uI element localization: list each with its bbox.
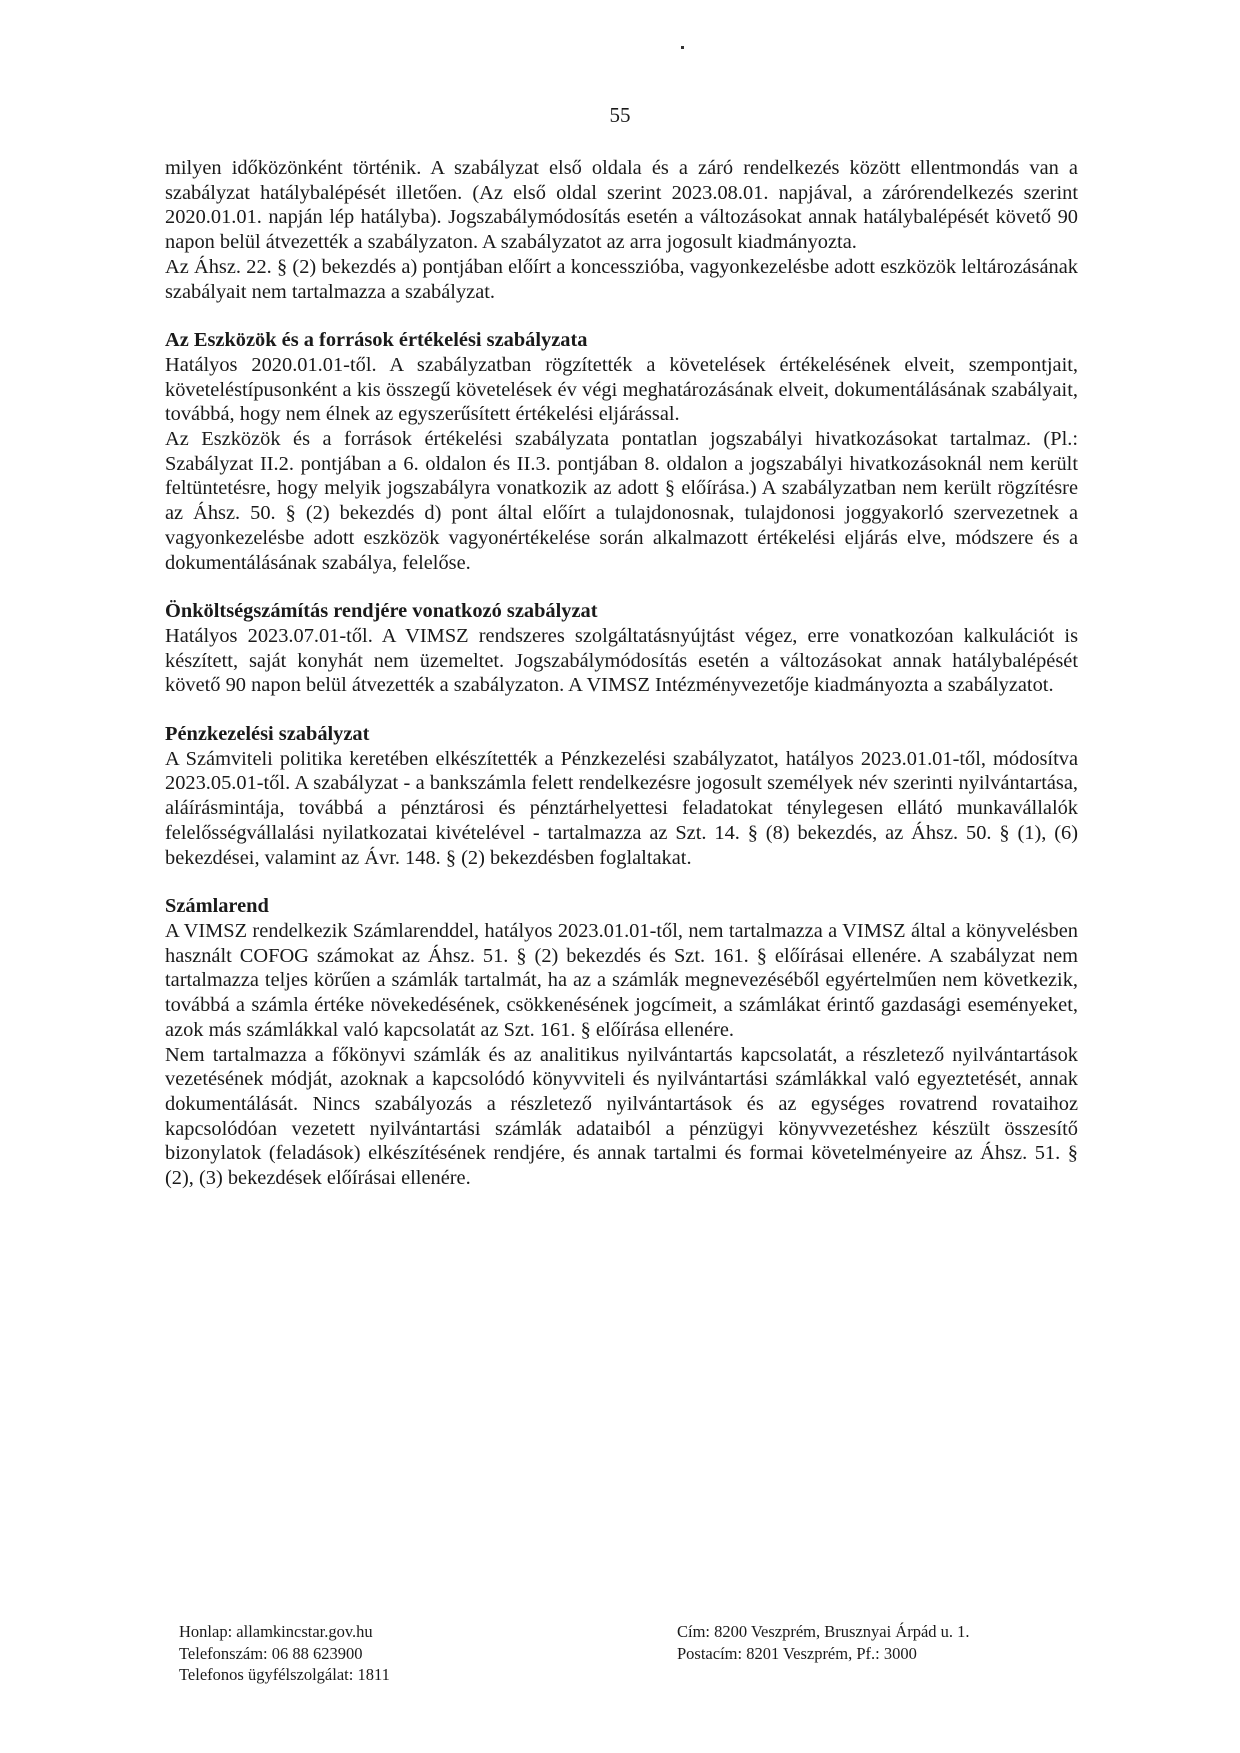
section-heading: Számlarend bbox=[165, 895, 269, 918]
footer-postal-address: Postacím: 8201 Veszprém, Pf.: 3000 bbox=[677, 1643, 917, 1663]
section-paragraph: A VIMSZ rendelkezik Számlarenddel, hatályos 2023.01.01-től, nem tartalmazza a VIMSZ által a könyvelésben használt COFOG számokat az Áhsz. 51. § (2) bekezdés és Szt. 161. § előírásai ellenére. A szabályzat nem tartalmazza teljes körűen a számlák tartalmát, ha az a számlák megnevezéséből egyértelműen nem következik, továbbá a számla értéke növekedésének, csökkenésének jogcímeit, a számlákat érintő gazdasági eseményeket, azok más számlákkal való kapcsolatát az Szt. 161. § előírása ellenére. bbox=[165, 919, 1078, 1041]
section-heading: Az Eszközök és a források értékelési szabályzata bbox=[165, 329, 588, 352]
section-cash-management bbox=[165, 722, 1078, 870]
page-number: 55 bbox=[609, 103, 631, 127]
scan-dot bbox=[681, 46, 684, 49]
footer-website: Honlap: allamkincstar.gov.hu bbox=[179, 1622, 373, 1641]
intro-paragraph: Az Áhsz. 22. § (2) bekezdés a) pontjában előírt a koncesszióba, vagyonkezelésbe adott eszközök leltározásának szabályait nem tartalmazza a szabályzat. bbox=[165, 255, 1078, 303]
section-paragraph: Hatályos 2020.01.01-től. A szabályzatban rögzítették a követelések értékelésének elveit, szempontjait, követeléstípusonként a kis összegű követelések év végi meghatározásának elveit, dokumentálásának szabályait, továbbá, hogy nem élnek az egyszerűsített értékelési eljárással. bbox=[165, 353, 1078, 426]
intro-paragraph: milyen időközönként történik. A szabályzat első oldala és a záró rendelkezés között ellentmondás van a szabályzat hatálybalépését illetően. (Az első oldal szerint 2023.08.01. napjával, a zárórendelkezés szerint 2020.01.01. napján lép hatályba). Jogszabálymódosítás esetén a változásokat annak hatálybalépését követő 90 napon belül átvezették a szabályzaton. A szabályzatot az arra jogosult kiadmányozta. bbox=[165, 157, 1078, 254]
section-paragraph: Nem tartalmazza a főkönyvi számlák és az analitikus nyilvántartás kapcsolatát, a részletező nyilvántartások vezetésének módját, azoknak a kapcsolódó könyvviteli és nyilvántartási számlákkal való egyeztetését, annak dokumentálását. Nincs szabályozás a részletező nyilvántartások és az egységes rovatrend rovataihoz kapcsolódóan vezetett nyilvántartási számlák adataiból a pénzügyi könyvvezetéshez készült összesítő bizonylatok (feladások) elkészítésének rendjére, és annak tartalmi és formai követelményeire az Áhsz. 51. § (2), (3) bekezdések előírásai ellenére. bbox=[165, 1043, 1078, 1190]
footer-contact-right bbox=[677, 1621, 1097, 1664]
section-heading: Önköltségszámítás rendjére vonatkozó szabályzat bbox=[165, 600, 598, 623]
footer-contact-left bbox=[179, 1621, 509, 1686]
section-chart-of-accounts bbox=[165, 894, 1078, 1190]
section-paragraph: Hatályos 2023.07.01-től. A VIMSZ rendszeres szolgáltatásnyújtást végez, erre vonatkozóan kalkulációt is készített, saját konyhát nem üzemeltet. Jogszabálymódosítás esetén a változásokat annak hatálybalépését követő 90 napon belül átvezették a szabályzaton. A VIMSZ Intézményvezetője kiadmányozta a szabályzatot. bbox=[165, 624, 1078, 697]
section-heading: Pénzkezelési szabályzat bbox=[165, 723, 370, 746]
section-paragraph: Az Eszközök és a források értékelési szabályzata pontatlan jogszabályi hivatkozásokat tartalmaz. (Pl.: Szabályzat II.2. pontjában a 6. oldalon és II.3. pontjában 8. oldalon a jogszabályi hivatkozásoknál nem került feltüntetésre, hogy melyik jogszabályra vonatkozik az adott § előírása.) A szabályzatban nem került rögzítésre az Áhsz. 50. § (2) bekezdés d) pont által előírt a tulajdonosnak, tulajdonosi joggyakorló szervezetnek a vagyonkezelésbe adott eszközök vagyonértékelése során alkalmazott értékelési eljárás elve, módszere és a dokumentálásának szabálya, felelőse. bbox=[165, 428, 1078, 574]
section-paragraph: A Számviteli politika keretében elkészítették a Pénzkezelési szabályzatot, hatályos 2023.01.01-től, módosítva 2023.05.01-től. A szabályzat - a bankszámla felett rendelkezésre jogosult személyek név szerinti nyilvántartása, aláírásmintája, továbbá a pénztárosi és pénztárhelyettesi feladatokat ténylegesen ellátó munkavállalók felelősségvállalási nyilatkozatai kivételével - tartalmazza az Szt. 14. § (8) bekezdés, az Áhsz. 50. § (1), (6) bekezdései, valamint az Ávr. 148. § (2) bekezdésben foglaltakat. bbox=[165, 747, 1078, 869]
footer-address: Cím: 8200 Veszprém, Brusznyai Árpád u. 1. bbox=[677, 1622, 970, 1641]
footer-helpline: Telefonos ügyfélszolgálat: 1811 bbox=[179, 1665, 390, 1684]
section-cost-calculation bbox=[165, 599, 1078, 698]
document-body bbox=[165, 156, 1078, 1191]
footer-phone: Telefonszám: 06 88 623900 bbox=[179, 1643, 363, 1663]
section-asset-valuation bbox=[165, 328, 1078, 575]
